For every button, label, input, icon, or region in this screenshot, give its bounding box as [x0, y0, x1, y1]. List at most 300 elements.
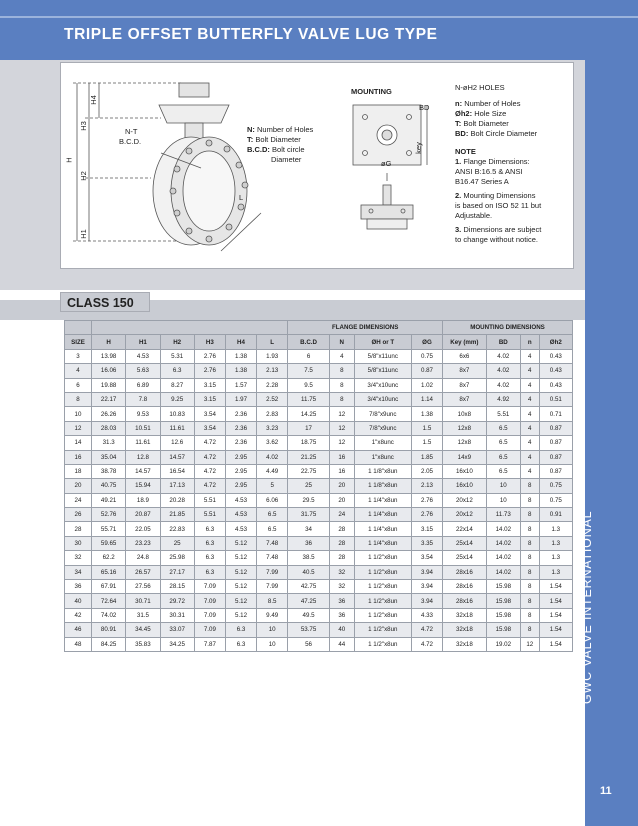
- table-cell: 4: [520, 436, 539, 450]
- table-cell: 1.54: [539, 580, 572, 594]
- table-cell: 14.02: [486, 565, 520, 579]
- table-cell: 5.12: [225, 565, 256, 579]
- note-title: NOTE: [455, 147, 476, 156]
- table-cell: 8x7: [443, 364, 487, 378]
- note-3-num: 3.: [455, 225, 462, 234]
- table-cell: 1.5: [411, 421, 442, 435]
- table-cell: 2.36: [225, 407, 256, 421]
- table-cell: 4.53: [126, 349, 160, 363]
- column-header: L: [257, 335, 288, 349]
- table-cell: 15.98: [486, 608, 520, 622]
- table-cell: 14.02: [486, 551, 520, 565]
- table-row: [65, 436, 573, 450]
- table-cell: 12: [520, 637, 539, 651]
- legend-r-h2-val: Hole Size: [474, 109, 507, 118]
- table-row: [65, 608, 573, 622]
- table-cell: 8.5: [257, 594, 288, 608]
- table-cell: 8: [520, 522, 539, 536]
- table-cell: 40.5: [288, 565, 330, 579]
- table-cell: 36: [329, 594, 354, 608]
- table-cell: 6.5: [257, 508, 288, 522]
- table-cell: 6.5: [486, 436, 520, 450]
- table-row: [65, 407, 573, 421]
- table-cell: 4: [329, 349, 354, 363]
- table-cell: 8: [520, 608, 539, 622]
- table-row: [65, 565, 573, 579]
- column-header: SIZE: [65, 335, 92, 349]
- table-cell: 4: [520, 349, 539, 363]
- table-cell: 12.6: [160, 436, 194, 450]
- table-cell: 0.87: [539, 436, 572, 450]
- table-cell: 1 1/4"x8un: [354, 508, 411, 522]
- table-cell: 65.16: [92, 565, 126, 579]
- table-cell: 14.57: [160, 450, 194, 464]
- right-sidebar: [585, 80, 638, 826]
- table-cell: 10: [65, 407, 92, 421]
- table-cell: 1.02: [411, 378, 442, 392]
- table-cell: 26: [65, 508, 92, 522]
- note-2-text: Mounting Dimensions: [463, 191, 536, 200]
- table-cell: 84.25: [92, 637, 126, 651]
- table-cell: 22x14: [443, 522, 487, 536]
- table-cell: 6.5: [486, 464, 520, 478]
- table-cell: 10: [486, 493, 520, 507]
- table-cell: 16x10: [443, 479, 487, 493]
- table-cell: 8: [329, 364, 354, 378]
- table-cell: 2.52: [257, 392, 288, 406]
- table-cell: 23.23: [126, 536, 160, 550]
- table-cell: 20: [329, 493, 354, 507]
- table-cell: 7.09: [194, 594, 225, 608]
- table-cell: 29.5: [288, 493, 330, 507]
- valve-figure-box: [60, 62, 574, 269]
- table-cell: 1.3: [539, 536, 572, 550]
- table-cell: 4.02: [257, 450, 288, 464]
- table-cell: 7.8: [126, 392, 160, 406]
- table-cell: 2.76: [411, 508, 442, 522]
- table-cell: 44: [329, 637, 354, 651]
- table-cell: 8: [520, 594, 539, 608]
- table-cell: 1"x8unc: [354, 436, 411, 450]
- table-row: [65, 580, 573, 594]
- legend-r-t-val: Bolt Diameter: [463, 119, 509, 128]
- column-header: H: [92, 335, 126, 349]
- table-cell: 9.25: [160, 392, 194, 406]
- table-cell: 4: [520, 450, 539, 464]
- dim-h3-label: H3: [78, 121, 88, 131]
- table-cell: 17: [288, 421, 330, 435]
- table-cell: 8: [520, 536, 539, 550]
- table-cell: 32x18: [443, 623, 487, 637]
- table-cell: 4.53: [225, 508, 256, 522]
- table-cell: 5.12: [225, 594, 256, 608]
- table-cell: 2.83: [257, 407, 288, 421]
- table-cell: 0.51: [539, 392, 572, 406]
- table-cell: 10: [257, 623, 288, 637]
- table-cell: 6.89: [126, 378, 160, 392]
- table-cell: 21.25: [288, 450, 330, 464]
- legend-r-t-key: T:: [455, 119, 462, 128]
- table-cell: 24: [329, 508, 354, 522]
- table-row: [65, 536, 573, 550]
- table-row: [65, 392, 573, 406]
- table-cell: 18.75: [288, 436, 330, 450]
- table-cell: 74.02: [92, 608, 126, 622]
- table-cell: 1.57: [225, 378, 256, 392]
- mounting-title: MOUNTING: [351, 87, 392, 96]
- page-number: 11: [600, 785, 612, 797]
- table-cell: 6.3: [194, 536, 225, 550]
- table-cell: 6.3: [225, 637, 256, 651]
- table-cell: 28: [65, 522, 92, 536]
- table-cell: 28.15: [160, 580, 194, 594]
- legend-right: [455, 83, 571, 245]
- note-item-2: [455, 191, 571, 221]
- table-cell: 7.48: [257, 536, 288, 550]
- table-cell: 5.51: [194, 508, 225, 522]
- table-cell: 20x12: [443, 508, 487, 522]
- table-cell: 35.83: [126, 637, 160, 651]
- legend-bcd-val: Bolt circle: [272, 145, 305, 154]
- table-cell: 14.02: [486, 536, 520, 550]
- table-cell: 5.51: [194, 493, 225, 507]
- table-cell: 26.57: [126, 565, 160, 579]
- table-cell: 8x7: [443, 378, 487, 392]
- table-cell: 5.12: [225, 580, 256, 594]
- note-3-text: Dimensions are subject: [463, 225, 542, 234]
- legend-left: [247, 125, 347, 165]
- table-cell: 48: [65, 637, 92, 651]
- table-cell: 1 1/2"x8un: [354, 565, 411, 579]
- dim-h1-label: H1: [78, 229, 88, 239]
- table-cell: 52.76: [92, 508, 126, 522]
- table-cell: 49.21: [92, 493, 126, 507]
- table-cell: 1 1/2"x8un: [354, 580, 411, 594]
- table-row: [65, 378, 573, 392]
- table-cell: 55.71: [92, 522, 126, 536]
- table-cell: 15.98: [486, 623, 520, 637]
- table-cell: 15.94: [126, 479, 160, 493]
- table-cell: 28x16: [443, 580, 487, 594]
- table-cell: 1 1/2"x8un: [354, 608, 411, 622]
- table-cell: 8: [520, 565, 539, 579]
- table-cell: 1.3: [539, 551, 572, 565]
- table-cell: 4.49: [257, 464, 288, 478]
- column-header: ØG: [411, 335, 442, 349]
- table-cell: 1"x8unc: [354, 450, 411, 464]
- table-cell: 2.13: [411, 479, 442, 493]
- table-cell: 42.75: [288, 580, 330, 594]
- table-cell: 2.76: [194, 364, 225, 378]
- table-cell: 22.83: [160, 522, 194, 536]
- table-cell: 1 1/2"x8un: [354, 623, 411, 637]
- note-2-num: 2.: [455, 191, 462, 200]
- legend-holes-title: N-øH2 HOLES: [455, 83, 505, 92]
- table-cell: 6.5: [257, 522, 288, 536]
- table-cell: 4.53: [225, 493, 256, 507]
- table-cell: 12: [329, 436, 354, 450]
- table-cell: 8: [520, 580, 539, 594]
- table-cell: 4.72: [194, 450, 225, 464]
- table-cell: 14x9: [443, 450, 487, 464]
- table-cell: 4.02: [486, 364, 520, 378]
- table-cell: 1.54: [539, 637, 572, 651]
- table-cell: 1.14: [411, 392, 442, 406]
- table-cell: 15.98: [486, 594, 520, 608]
- note-1-text2: ANSI B:16.5 & ANSI: [455, 167, 523, 176]
- table-cell: 5.51: [486, 407, 520, 421]
- table-cell: 2.28: [257, 378, 288, 392]
- table-cell: 2.76: [411, 493, 442, 507]
- column-header: n: [520, 335, 539, 349]
- table-cell: 0.75: [539, 479, 572, 493]
- legend-n-key: N:: [247, 125, 255, 134]
- table-cell: 6.5: [486, 421, 520, 435]
- mounting-bd-label: BD: [419, 103, 430, 112]
- table-row: [65, 493, 573, 507]
- class-label: CLASS 150: [60, 292, 150, 312]
- table-cell: 29.72: [160, 594, 194, 608]
- table-cell: 6.3: [225, 623, 256, 637]
- table-cell: 6x6: [443, 349, 487, 363]
- table-cell: 31.3: [92, 436, 126, 450]
- table-cell: 6.3: [194, 565, 225, 579]
- table-row: [65, 450, 573, 464]
- table-cell: 3.15: [411, 522, 442, 536]
- table-cell: 4.92: [486, 392, 520, 406]
- table-cell: 38.78: [92, 464, 126, 478]
- table-cell: 5/8"x11unc: [354, 364, 411, 378]
- table-row: [65, 479, 573, 493]
- table-cell: 3.94: [411, 565, 442, 579]
- table-cell: 2.36: [225, 436, 256, 450]
- table-cell: 1.38: [225, 364, 256, 378]
- column-header: Øh2: [539, 335, 572, 349]
- table-cell: 5.12: [225, 536, 256, 550]
- table-cell: 30.71: [126, 594, 160, 608]
- dim-h-label: H: [64, 157, 74, 163]
- dim-h2-label: H2: [78, 171, 88, 181]
- legend-r-h2-key: Øh2:: [455, 109, 473, 118]
- table-cell: 3.62: [257, 436, 288, 450]
- table-cell: 22.75: [288, 464, 330, 478]
- table-cell: 3.54: [411, 551, 442, 565]
- table-cell: 6.3: [194, 522, 225, 536]
- table-cell: 1 1/2"x8un: [354, 551, 411, 565]
- table-cell: 34: [288, 522, 330, 536]
- table-row: [65, 508, 573, 522]
- table-cell: 4: [520, 392, 539, 406]
- table-cell: 34.25: [160, 637, 194, 651]
- mounting-drawing: [341, 97, 451, 247]
- table-cell: 1.93: [257, 349, 288, 363]
- dim-bcd-label: B.C.D.: [119, 137, 142, 146]
- column-header: N: [329, 335, 354, 349]
- table-cell: 7.09: [194, 580, 225, 594]
- mounting-og-label: øG: [381, 159, 392, 168]
- table-cell: 32: [329, 580, 354, 594]
- table-cell: 25x14: [443, 536, 487, 550]
- table-cell: 11.73: [486, 508, 520, 522]
- table-cell: 1.38: [225, 349, 256, 363]
- table-cell: 5.63: [126, 364, 160, 378]
- note-1-text3: B16.47 Series A: [455, 177, 509, 186]
- group-blank-1: [65, 321, 92, 335]
- table-cell: 24: [65, 493, 92, 507]
- table-cell: 14.25: [288, 407, 330, 421]
- table-row: [65, 623, 573, 637]
- dim-l-label: L: [239, 193, 244, 202]
- table-cell: 0.87: [539, 464, 572, 478]
- table-cell: 28x16: [443, 594, 487, 608]
- table-cell: 8: [65, 392, 92, 406]
- table-cell: 4.72: [194, 464, 225, 478]
- table-cell: 46: [65, 623, 92, 637]
- table-cell: 12: [65, 421, 92, 435]
- table-cell: 35.04: [92, 450, 126, 464]
- table-cell: 4.72: [411, 637, 442, 651]
- table-cell: 13.98: [92, 349, 126, 363]
- table-cell: 24.8: [126, 551, 160, 565]
- dim-h4-label: H4: [88, 95, 98, 105]
- table-cell: 2.36: [225, 421, 256, 435]
- table-cell: 25x14: [443, 551, 487, 565]
- table-cell: 12: [329, 407, 354, 421]
- table-cell: 7.09: [194, 608, 225, 622]
- legend-r-bd-val: Bolt Circle Diameter: [470, 129, 538, 138]
- table-cell: 31.75: [288, 508, 330, 522]
- table-cell: 8: [520, 508, 539, 522]
- table-cell: 34.45: [126, 623, 160, 637]
- table-cell: 0.43: [539, 349, 572, 363]
- column-header: ØH or T: [354, 335, 411, 349]
- table-cell: 0.71: [539, 407, 572, 421]
- table-cell: 40: [329, 623, 354, 637]
- table-cell: 5: [257, 479, 288, 493]
- mounting-key-label: key: [413, 142, 423, 154]
- table-cell: 1.3: [539, 522, 572, 536]
- table-cell: 0.87: [539, 450, 572, 464]
- note-2-text3: Adjustable.: [455, 211, 493, 220]
- dimensions-table: [64, 320, 573, 652]
- table-cell: 28: [329, 522, 354, 536]
- table-cell: 4.02: [486, 378, 520, 392]
- table-cell: 10.51: [126, 421, 160, 435]
- table-cell: 0.75: [411, 349, 442, 363]
- table-cell: 2.13: [257, 364, 288, 378]
- note-1-text: Flange Dimensions:: [463, 157, 530, 166]
- table-cell: 1 1/2"x8un: [354, 637, 411, 651]
- table-cell: 16.54: [160, 464, 194, 478]
- table-cell: 56: [288, 637, 330, 651]
- table-cell: 4.02: [486, 349, 520, 363]
- table-cell: 14.02: [486, 522, 520, 536]
- table-cell: 5.12: [225, 551, 256, 565]
- table-cell: 10.83: [160, 407, 194, 421]
- table-cell: 1.38: [411, 407, 442, 421]
- table-cell: 0.91: [539, 508, 572, 522]
- table-cell: 7.99: [257, 565, 288, 579]
- table-cell: 30.31: [160, 608, 194, 622]
- table-row: [65, 594, 573, 608]
- table-cell: 25.98: [160, 551, 194, 565]
- table-cell: 22.05: [126, 522, 160, 536]
- table-cell: 3/4"x10unc: [354, 378, 411, 392]
- table-cell: 15.98: [486, 580, 520, 594]
- table-cell: 6: [288, 349, 330, 363]
- group-flange: FLANGE DIMENSIONS: [288, 321, 443, 335]
- table-cell: 7.48: [257, 551, 288, 565]
- table-cell: 7/8"x9unc: [354, 421, 411, 435]
- table-cell: 22.17: [92, 392, 126, 406]
- table-cell: 8: [520, 623, 539, 637]
- note-1-num: 1.: [455, 157, 462, 166]
- table-cell: 1.54: [539, 623, 572, 637]
- table-cell: 12.8: [126, 450, 160, 464]
- dim-nt-label: N-T: [125, 127, 138, 136]
- legend-bcd-key: B.C.D:: [247, 145, 270, 154]
- legend-r-bd-key: BD:: [455, 129, 469, 138]
- table-cell: 1.97: [225, 392, 256, 406]
- legend-t-val: Bolt Diameter: [255, 135, 301, 144]
- table-cell: 9.53: [126, 407, 160, 421]
- table-cell: 16: [329, 450, 354, 464]
- legend-r-n-val: Number of Holes: [464, 99, 521, 108]
- table-cell: 40: [65, 594, 92, 608]
- header-stripe: [0, 16, 638, 18]
- note-2-text2: is based on ISO 52 11 but: [455, 201, 542, 210]
- table-cell: 27.17: [160, 565, 194, 579]
- table-cell: 5.31: [160, 349, 194, 363]
- table-cell: 28.03: [92, 421, 126, 435]
- table-cell: 0.87: [539, 421, 572, 435]
- table-cell: 25: [160, 536, 194, 550]
- column-header: H1: [126, 335, 160, 349]
- table-cell: 8: [520, 479, 539, 493]
- table-row: [65, 637, 573, 651]
- table-cell: 0.87: [411, 364, 442, 378]
- table-cell: 6.3: [194, 551, 225, 565]
- table-cell: 3.15: [194, 392, 225, 406]
- table-cell: 42: [65, 608, 92, 622]
- table-row: [65, 522, 573, 536]
- table-cell: 8: [520, 551, 539, 565]
- table-cell: 1.54: [539, 594, 572, 608]
- table-cell: 7.87: [194, 637, 225, 651]
- legend-n-val: Number of Holes: [257, 125, 314, 134]
- table-cell: 32: [65, 551, 92, 565]
- column-header: H4: [225, 335, 256, 349]
- table-cell: 36: [288, 536, 330, 550]
- table-cell: 1 1/8"x8un: [354, 464, 411, 478]
- group-header-row: [65, 321, 573, 335]
- table-cell: 14.57: [126, 464, 160, 478]
- legend-t-key: T:: [247, 135, 254, 144]
- table-cell: 20.87: [126, 508, 160, 522]
- table-cell: 0.43: [539, 378, 572, 392]
- table-cell: 1 1/4"x8un: [354, 522, 411, 536]
- table-cell: 4: [520, 421, 539, 435]
- note-3-text2: to change without notice.: [455, 235, 538, 244]
- table-cell: 47.25: [288, 594, 330, 608]
- table-cell: 31.5: [126, 608, 160, 622]
- table-cell: 8: [329, 378, 354, 392]
- table-cell: 19.02: [486, 637, 520, 651]
- brand-name: GWC VALVE INTERNATIONAL: [580, 510, 594, 704]
- table-cell: 2.76: [194, 349, 225, 363]
- table-cell: 36: [65, 580, 92, 594]
- table-cell: 28x16: [443, 565, 487, 579]
